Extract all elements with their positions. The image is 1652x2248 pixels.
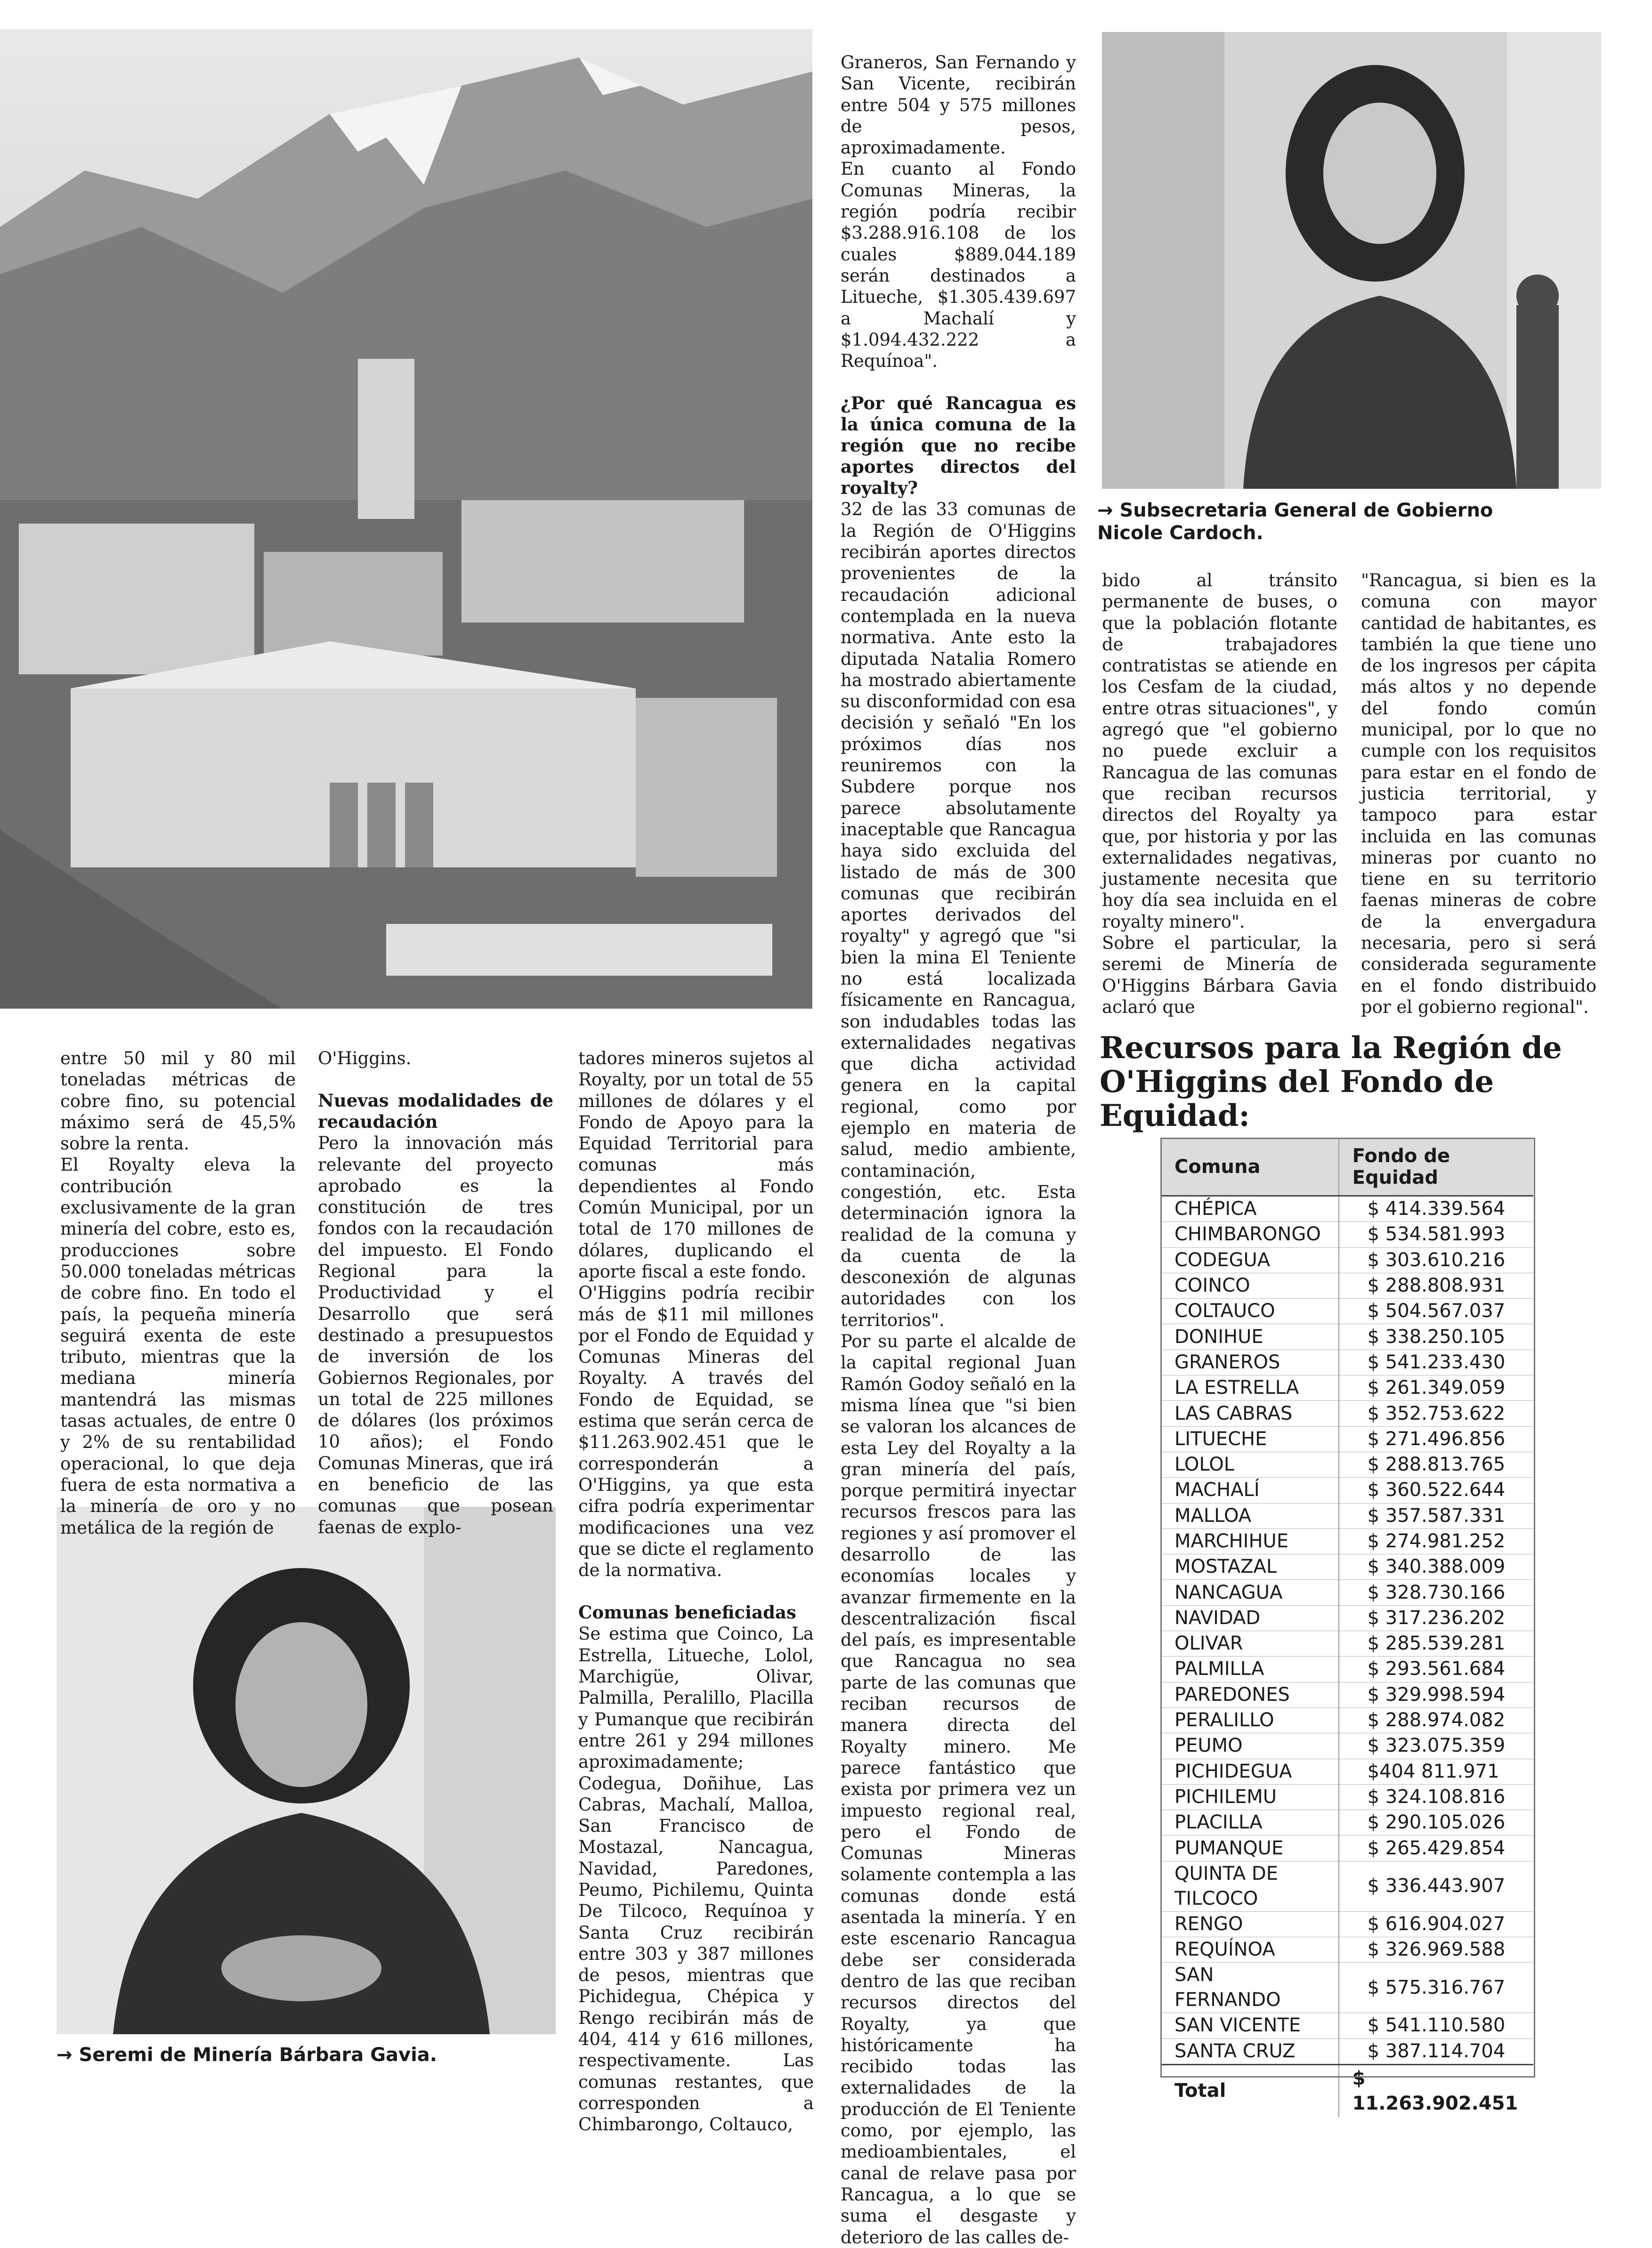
cell-fondo: $ 323.075.359 [1339,1733,1533,1759]
cell-fondo: $ 288.813.765 [1339,1452,1533,1477]
cell-fondo: $ 357.587.331 [1339,1503,1533,1528]
cell-comuna: CHIMBARONGO [1161,1222,1339,1247]
paragraph: O'Higgins podría recibir más de $11 mil millones por el Fondo de Equidad y Comunas Mineras del Royalty. A través del Fondo de Equidad, se estima que serán cerca de $11.263.902.451 que le corresponderán a O'Higgins, ya que esta cifra podría experimentar modificaciones una vez que se dicte el reglamento de la normativa. [578,1283,814,1581]
cell-fondo: $ 324.108.816 [1339,1784,1533,1810]
cell-fondo: $ 303.610.216 [1339,1247,1533,1273]
cell-fondo: $ 261.349.059 [1339,1375,1533,1401]
cell-comuna: PALMILLA [1161,1657,1339,1682]
article-column-4 [841,52,1076,2248]
paragraph: Graneros, San Fernando y San Vicente, recibirán entre 504 y 575 millones de pesos, aproximadamente. [841,52,1076,158]
cell-comuna: RENGO [1161,1911,1339,1937]
cell-comuna: MACHALÍ [1161,1478,1339,1503]
cell-fondo: $ 290.105.026 [1339,1810,1533,1836]
paragraph: Se estima que Coinco, La Estrella, Litueche, Lolol, Marchigüe, Olivar, Palmilla, Peralillo, Placilla y Pumanque que recibirán entre 261 y 294 millones aproximadamente; Codegua, Doñihue, Las Cabras, Machalí, Malloa, San Francisco de Mostazal, Nancagua, Navidad, Paredones, Peumo, Pichilemu, Quinta De Tilcoco, Requínoa y Santa Cruz recibirán entre 303 y 387 millones de pesos, mientras que Pichidegua, Chépica y Rengo recibirán más de 404, 414 y 616 millones, respectivamente. Las comunas restantes, que corresponden a Chimbarongo, Coltauco, [578,1624,814,2135]
paragraph: Pero la innovación más relevante del proyecto aprobado es la constitución de tres fondos con la recaudación del impuesto. El Fondo Regional para la Productividad y el Desarrollo que será destinado a presupuestos de inversión de los Gobiernos Regionales, por un total de 225 millones de dólares (los próximos 10 años); el Fondo Comunas Mineras, que irá en beneficio de las comunas que posean faenas de explo- [318,1133,553,1537]
cell-comuna: MOSTAZAL [1161,1554,1339,1580]
cell-fondo: $ 541.233.430 [1339,1350,1533,1375]
column-header-fondo: Fondo de Equidad [1339,1139,1533,1196]
cell-fondo: $ 328.730.166 [1339,1580,1533,1605]
cell-fondo: $ 274.981.252 [1339,1528,1533,1554]
cell-comuna: DONIHUE [1161,1324,1339,1350]
caption-gavia: → Seremi de Minería Bárbara Gavia. [57,2044,437,2066]
paragraph: O'Higgins. [318,1048,412,1068]
cell-fondo: $ 340.388.009 [1339,1554,1533,1580]
cell-fondo: $ 288.808.931 [1339,1273,1533,1298]
cell-fondo: $ 387.114.704 [1339,2038,1533,2064]
cell-fondo: $ 360.522.644 [1339,1478,1533,1503]
cell-fondo: $ 541.110.580 [1339,2013,1533,2038]
cell-comuna: CHÉPICA [1161,1196,1339,1222]
cell-comuna: LAS CABRAS [1161,1401,1339,1426]
cell-comuna: SAN VICENTE [1161,2013,1339,2038]
article-column-2 [318,1048,553,1538]
paragraph: En cuanto al Fondo Comunas Mineras, la región podría recibir $3.288.916.108 de los cuales $889.044.189 serán destinados a Litueche, $1.305.439.697 a Machalí y $1.094.432.222 a Requínoa". [841,159,1076,372]
cell-fondo: $ 329.998.594 [1339,1682,1533,1707]
article-column-1 [60,1048,296,1538]
portrait-gavia-image [57,1507,556,2034]
paragraph: Por su parte el alcalde de la capital regional Juan Ramón Godoy señaló en la misma línea que "si bien se valoran los alcances de esta Ley del Royalty a la gran minería del país, porque permitirá inyectar recursos frescos para las regiones y así promover el desarrollo de las economías locales y avanzar firmemente en la descentralización fiscal del país, es impresentable que Rancagua no sea parte de las comunas que reciban recursos de manera directa del Royalty minero. Me parece fantástico que exista por primera vez un impuesto regional real, pero el Fondo de Comunas Mineras solamente contempla a las comunas donde está asentada la minería. Y en este escenario Rancagua debe ser considerada dentro de las que reciban recursos directos del Royalty, ya que históricamente ha recibido todas las externalidades de la producción de El Teniente como, por ejemplo, las medioambientales, el canal de relave pasa por Rancagua, a lo que se suma el desgaste y deterioro de las calles de- [841,1331,1076,2248]
cell-comuna: PUMANQUE [1161,1836,1339,1861]
table-frame [1160,1138,1535,2078]
cell-comuna: COLTAUCO [1161,1299,1339,1324]
paragraph: "Rancagua, si bien es la comuna con mayor cantidad de habitantes, es también la que tiene uno de los ingresos per cápita más altos y no depende del fondo común municipal, por lo que no cumple con los requisitos para estar en el fondo de justicia territorial, y tampoco para estar incluida en las comunas mineras por cuanto no tiene en su territorio faenas mineras de cobre de la envergadura necesaria, pero si será considerada seguramente en el fondo distribuido por el gobierno regional". [1361,570,1596,1017]
cell-comuna: NAVIDAD [1161,1605,1339,1631]
paragraph: Sobre el particular, la seremi de Minería de O'Higgins Bárbara Gavia aclaró que [1102,933,1337,1017]
paragraph: entre 50 mil y 80 mil toneladas métricas de cobre fino, su potencial máximo será de 45,5% sobre la renta. [60,1048,296,1154]
cell-comuna: PEUMO [1161,1733,1339,1759]
column-header-comuna: Comuna [1161,1139,1339,1196]
table-title: Recursos para la Región de O'Higgins del Fondo de Equidad: [1100,1030,1562,1133]
cell-fondo: $ 336.443.907 [1339,1861,1533,1911]
cell-comuna: PERALILLO [1161,1707,1339,1733]
cell-fondo: $ 326.969.588 [1339,1937,1533,1963]
total-label: Total [1161,2064,1339,2117]
cell-comuna: LA ESTRELLA [1161,1375,1339,1401]
cell-fondo: $ 265.429.854 [1339,1836,1533,1861]
cell-fondo: $ 414.339.564 [1339,1196,1533,1222]
cell-comuna: PAREDONES [1161,1682,1339,1707]
cell-comuna: QUINTA DE TILCOCO [1161,1861,1339,1911]
cell-fondo: $ 504.567.037 [1339,1299,1533,1324]
mine-photo [0,29,812,1009]
paragraph: bido al tránsito permanente de buses, o que la población flotante de trabajadores contratistas se atiende en los Cesfam de la ciudad, entre otras situaciones", y agregó que "el gobierno no puede excluir a Rancagua de las comunas que reciban recursos directos del Royalty ya que, por historia y por las externalidades negativas, justamente necesita que hoy día sea incluida en el royalty minero". [1102,570,1337,932]
subheading-comunas-beneficiadas: Comunas beneficiadas [578,1602,796,1623]
mine-landscape-image [0,29,812,1009]
cell-comuna: PICHIDEGUA [1161,1759,1339,1784]
article-column-5 [1102,570,1337,1018]
subheading-nuevas-modalidades: Nuevas modalidades de recaudación [318,1090,553,1132]
cell-comuna: LOLOL [1161,1452,1339,1477]
gavia-photo [57,1507,556,2034]
paragraph: 32 de las 33 comunas de la Región de O'Higgins recibirán aportes directos provenientes de la recaudación adicional contemplada en la nueva normativa. Ante esto la diputada Natalia Romero ha mostrado abiertamente su disconformidad con esa decisión y señaló "En los próximos días nos reuniremos con la Subdere porque nos parece absolutamente inaceptable que Rancagua haya sido excluida del listado de más de 300 comunas que recibirán aportes derivados del royalty" y agregó que "si bien la mina El Teniente no está localizada físicamente en Rancagua, son indudables todas las externalidades negativas que dicha actividad genera en la capital regional, como por ejemplo en materia de salud, medio ambiente, contaminación, congestión, etc. Esta determinación ignora la realidad de la comuna y da cuenta de la desconexión de algunas autoridades con los territorios". [841,499,1076,1330]
cell-fondo: $ 575.316.767 [1339,1963,1533,2013]
cell-comuna: SAN FERNANDO [1161,1963,1339,2013]
cell-comuna: NANCAGUA [1161,1580,1339,1605]
cell-fondo: $ 285.539.281 [1339,1631,1533,1657]
paragraph: tadores mineros sujetos al Royalty, por un total de 55 millones de dólares y el Fondo de Apoyo para la Equidad Territorial para comunas más dependientes al Fondo Común Municipal, por un total de 170 millones de dólares, duplicando el aporte fiscal a este fondo. [578,1048,814,1282]
article-column-3 [578,1048,814,2135]
cell-comuna: GRANEROS [1161,1350,1339,1375]
cell-comuna: SANTA CRUZ [1161,2038,1339,2064]
cell-fondo: $ 293.561.684 [1339,1657,1533,1682]
cell-fondo: $ 338.250.105 [1339,1324,1533,1350]
caption-cardoch: → Subsecretaria General de Gobierno Nicole Cardoch. [1097,500,1493,544]
cell-fondo: $ 534.581.993 [1339,1222,1533,1247]
cell-comuna: OLIVAR [1161,1631,1339,1657]
cell-comuna: PLACILLA [1161,1810,1339,1836]
cell-fondo: $ 288.974.082 [1339,1707,1533,1733]
cell-comuna: MALLOA [1161,1503,1339,1528]
cell-comuna: LITUECHE [1161,1426,1339,1452]
cell-comuna: COINCO [1161,1273,1339,1298]
article-column-6 [1361,570,1596,1018]
cell-fondo: $ 616.904.027 [1339,1911,1533,1937]
cell-fondo: $404 811.971 [1339,1759,1533,1784]
cell-fondo: $ 352.753.622 [1339,1401,1533,1426]
total-value: $ 11.263.902.451 [1339,2064,1533,2117]
cell-comuna: CODEGUA [1161,1247,1339,1273]
cell-fondo: $ 317.236.202 [1339,1605,1533,1631]
subheading-rancagua: ¿Por qué Rancagua es la única comuna de la región que no recibe aportes directos del royalty? [841,393,1076,499]
paragraph: El Royalty eleva la contribución exclusivamente de la gran minería del cobre, esto es, producciones sobre 50.000 toneladas métricas de cobre fino. En todo el país, la pequeña minería seguirá exenta de este tributo, mientras que la mediana minería mantendrá las mismas tasas actuales, de entre 0 y 2% de su rentabilidad operacional, lo que deja fuera de esta normativa a la minería de oro y no metálica de la región de [60,1155,296,1538]
portrait-cardoch-image [1102,32,1601,489]
cell-comuna: REQUÍNOA [1161,1937,1339,1963]
cell-comuna: MARCHIHUE [1161,1528,1339,1554]
cardoch-photo [1102,32,1601,489]
cell-comuna: PICHILEMU [1161,1784,1339,1810]
cell-fondo: $ 271.496.856 [1339,1426,1533,1452]
